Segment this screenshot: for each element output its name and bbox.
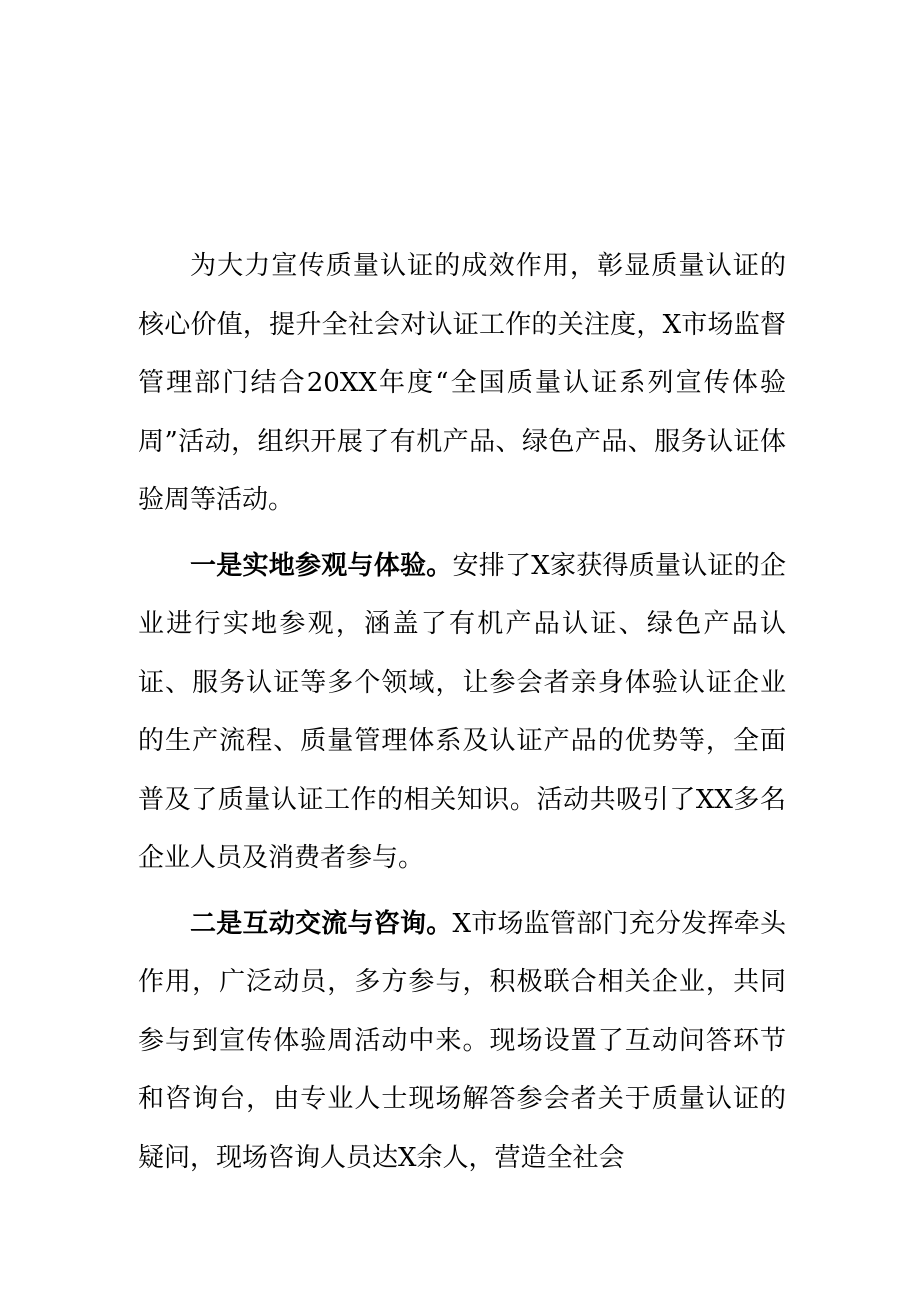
paragraph-text: 安排了X家获得质量认证的企业进行实地参观，涵盖了有机产品认证、绿色产品认证、服务认证等多个领域，让参会者亲身体验认证企业的生产流程、质量管理体系及认证产品的优势等，全面普及了质量认证工作的相关知识。活动共吸引了XX多名企业人员及消费者参与。 (138, 550, 786, 873)
paragraph-lead: 一是实地参观与体验。 (190, 550, 453, 581)
paragraph-lead: 二是互动交流与咨询。 (190, 908, 453, 939)
paragraph-interaction (138, 895, 786, 1188)
paragraph-text: 为大力宣传质量认证的成效作用，彰显质量认证的核心价值，提升全社会对认证工作的关注度，X市场监督管理部门结合20XX年度“全国质量认证系列宣传体验周”活动，组织开展了有机产品、绿色产品、服务认证体验周等活动。 (138, 251, 786, 515)
paragraph-site-visit (138, 537, 786, 888)
document-page (138, 237, 786, 1194)
paragraph-text: X市场监管部门充分发挥牵头作用，广泛动员，多方参与，积极联合相关企业，共同参与到宣传体验周活动中来。现场设置了互动问答环节和咨询台，由专业人士现场解答参会者关于质量认证的疑问，现场咨询人员达X余人，营造全社会 (138, 908, 786, 1173)
paragraph-intro (138, 237, 786, 530)
